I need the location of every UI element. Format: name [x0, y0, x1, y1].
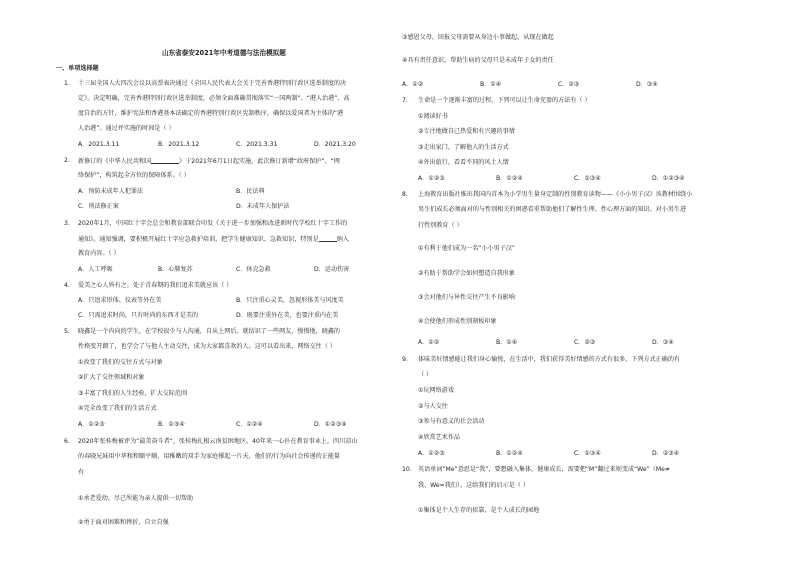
- q1-number: 1.: [64, 80, 70, 87]
- q8-line: 行性别教育（ ）: [418, 222, 463, 229]
- q6-option-c: C．②③: [558, 81, 580, 88]
- section-heading: 一、单项选择题: [56, 65, 99, 72]
- q8-line: 上海教育出版社推出我国内首本为小学男生量身定制的性别教育读物——《小小男子汉》该教材围绕小: [418, 191, 693, 198]
- q5-statement: ①改变了我们的交往方式与对象: [78, 359, 163, 366]
- q5-statement: ②扩大了交往领域和对象: [78, 374, 145, 381]
- q9-statement: ②与人交往: [418, 403, 448, 410]
- answer-blank: [151, 157, 179, 164]
- q2-option-d: D．未成年人保护法: [236, 203, 290, 210]
- q9-option-b: B．①②④: [496, 450, 523, 457]
- q1-option-a: A．2021.3.11: [78, 141, 120, 148]
- q10-line: 英语单词“Me”意思是“我”，要想融入集体，健康成长，需要把“M”翻过来则变成“We”（Me≠: [418, 466, 670, 473]
- q4-option-b: B．只注重心灵美，忽视形体美与风度美: [236, 297, 344, 304]
- q1-line: 十三届全国人大四次会议以高票表决通过《全国人民代表大会关于完善香港特别行政区选举制度的决: [78, 80, 347, 87]
- q3-option-b: B．心肺复苏: [158, 266, 193, 273]
- q9-option-a: A．①②③: [418, 450, 445, 457]
- q2-option-b: B．民法典: [236, 188, 265, 195]
- q8-statement: ②有助于帮助学会如何塑造自我形象: [418, 270, 515, 277]
- q3-line: 通知》。通知强调，要积极开展红十字应急救护培训，把学生健康知识、急救知识，特别是 纳入: [78, 236, 349, 243]
- q1-line: 度自治的方针，维护宪法和香港基本法确定的香港特别行政区宪制秩序，确保以爱国者为主体的“港: [78, 110, 344, 117]
- q7-option-b: B．①②④: [496, 175, 523, 182]
- q8-statement: ①有利于他们成为一名“小小男子汉”: [418, 245, 516, 252]
- q5-number: 5.: [64, 328, 70, 335]
- q1-line: 定》。决定明确，完善香港特别行政区选举制度，必须全面准确贯彻落实“一国两制”、“港人治港”、高: [78, 95, 350, 102]
- q9-line: 体味美好情感能让我们身心愉悦，在生活中，我们获得美好情感的方式有很多，下列方式正确的有: [418, 356, 681, 363]
- q7-number: 7.: [402, 97, 408, 104]
- q9-option-d: D．②③④: [652, 450, 680, 457]
- q1-option-c: C．2021.3.31: [236, 141, 278, 148]
- q8-option-b: B．①④: [496, 339, 518, 346]
- q6-option-d: D．③④: [636, 81, 658, 88]
- q4-option-a: A．只追求形体、仪表等外在美: [78, 297, 162, 304]
- q7-statement: ②专注地做自己热爱和有兴趣的事情: [418, 128, 515, 135]
- q6-statement: ①承老爱幼，尽己所能为亲人提供一切帮助: [78, 495, 194, 502]
- q1-line: 人治港”。通过并实施的时间是（ ）: [78, 125, 175, 132]
- document-title: 山东省泰安2021年中考道德与法治模拟题: [162, 49, 286, 57]
- q8-option-a: A．①②: [418, 339, 440, 346]
- q9-number: 9.: [402, 356, 408, 363]
- q3-line: 2020年1月，中国红十字会总会和教育部联合印发《关于进一步加强和改进新时代学校红十字工作的: [78, 220, 348, 227]
- q6-statement: ②勇于面对困难和挫折，自立自强: [78, 519, 169, 526]
- q6-option-a: A．①②: [402, 81, 424, 88]
- q1-option-b: B．2021.3.12: [158, 141, 200, 148]
- q7-option-a: A．①②③: [418, 175, 445, 182]
- q4-option-c: C．只需追求时尚，只有时尚的东西才是美的: [78, 312, 199, 319]
- q3-option-d: D．运动伤害: [314, 266, 350, 273]
- q7-statement: ①阅读好书: [418, 113, 448, 120]
- q4-option-d: D．既要注重外在美，也要注重内在美: [236, 312, 339, 319]
- q9-statement: ③参与有意义的社会活动: [418, 418, 485, 425]
- q7-statement: ③走出家门，了解他人的生活方式: [418, 144, 509, 151]
- q8-option-d: D．③④: [652, 339, 674, 346]
- q6-statement: ③感恩父母，回报父母需要从身边小事做起，从现在做起: [402, 34, 554, 41]
- q5-statement: ③丰富了我们的人生经验，扩大交际范围: [78, 390, 188, 397]
- q1-option-d: D．2021.3.20: [314, 141, 356, 148]
- q7-option-c: C．①③④: [574, 175, 601, 182]
- q6-line: 2020年张桂梅被评为“最美奋斗者”，张桂梅扎根云南贫困地区，40年来一心扑在教育事业上，四川凉山: [78, 438, 358, 445]
- q5-option-b: B．①③④: [158, 421, 185, 428]
- q9-line: （ ）: [418, 371, 433, 378]
- q7-option-d: D．①②③④: [652, 175, 685, 182]
- q5-line: 性格变开朗了，也学会了与他人主动交往，成为大家都喜欢的人。这可以看出来，网络交往（ ）: [78, 343, 336, 350]
- q2-option-c: C．刑法修正案: [78, 203, 119, 210]
- q3-number: 3.: [64, 220, 70, 227]
- q10-line: 我，We=我们）。这给我们的启示是（ ）: [418, 482, 529, 489]
- q6-line: 有: [78, 469, 85, 476]
- q4-line: 爱美之心人皆有之。处于青春期的我们追求美就应该（ ）: [78, 282, 233, 289]
- q8-statement: ③会对他们与异性交往产生不良影响: [418, 294, 515, 301]
- q3-option-c: C．休克急救: [236, 266, 271, 273]
- q8-option-c: C．②③: [574, 339, 596, 346]
- answer-blank: [319, 235, 337, 242]
- q2-option-a: A．预防未成年人犯罪法: [78, 188, 144, 195]
- column-gutter: [392, 30, 393, 530]
- q6-option-b: B．①④: [480, 81, 502, 88]
- q7-line: 生命是一个逐渐丰富的过程，下列可以让生命充盈的方法有（ ）: [418, 97, 591, 104]
- q8-number: 8.: [402, 191, 408, 198]
- q9-statement: ①玩网络游戏: [418, 387, 454, 394]
- q8-statement: ④会使他们形成性别刻板印象: [418, 318, 497, 325]
- q4-number: 4.: [64, 282, 70, 289]
- q5-statement: ④完全改变了我们的生活方式: [78, 405, 157, 412]
- q3-line: 教育内容。（ ）: [78, 250, 120, 257]
- q5-option-c: C．①②④: [236, 421, 263, 428]
- q2-line: 新修订的《中华人民共和国 》于2021年6月1日起实施，此次修订新增“政府保护”、“网: [78, 158, 340, 165]
- q6-line: 的春晓兄妹用中华和和顺平顺，用稚嫩的双手为家庭撑起一片天，他们的行为向社会传递的正能量: [78, 453, 341, 460]
- q5-option-d: D．①②③④: [314, 421, 347, 428]
- q8-line: 男生们成长必须面对的与性别相关的困惑看重帮助他们了解性生理、性心理方面的知识。对小男生进: [418, 206, 687, 213]
- q7-statement: ④外出旅行，看看不同的风土人情: [418, 159, 509, 166]
- q9-option-c: C．①③④: [574, 450, 601, 457]
- q5-line: 晓鑫是一个内向的学生，在学校很少与人沟通，自从上网后，就结识了一些网友，慢慢地，晓鑫的: [78, 328, 341, 335]
- q3-option-a: A．人工呼吸: [78, 266, 113, 273]
- q2-number: 2.: [64, 157, 70, 164]
- q9-statement: ④欣赏艺术作品: [418, 434, 461, 441]
- q5-option-a: A．①②③: [78, 421, 105, 428]
- q6-number: 6.: [64, 438, 70, 445]
- q6-statement: ④具有责任意识，帮助生病的父母只是未成年子女的责任: [402, 57, 554, 64]
- q2-line: 络保护”，构筑起全方位的保障体系。（ ）: [78, 172, 190, 179]
- q10-number: 10.: [402, 466, 412, 473]
- q10-statement: ①集体是个人生存的依靠，是个人成长的园地: [418, 507, 540, 514]
